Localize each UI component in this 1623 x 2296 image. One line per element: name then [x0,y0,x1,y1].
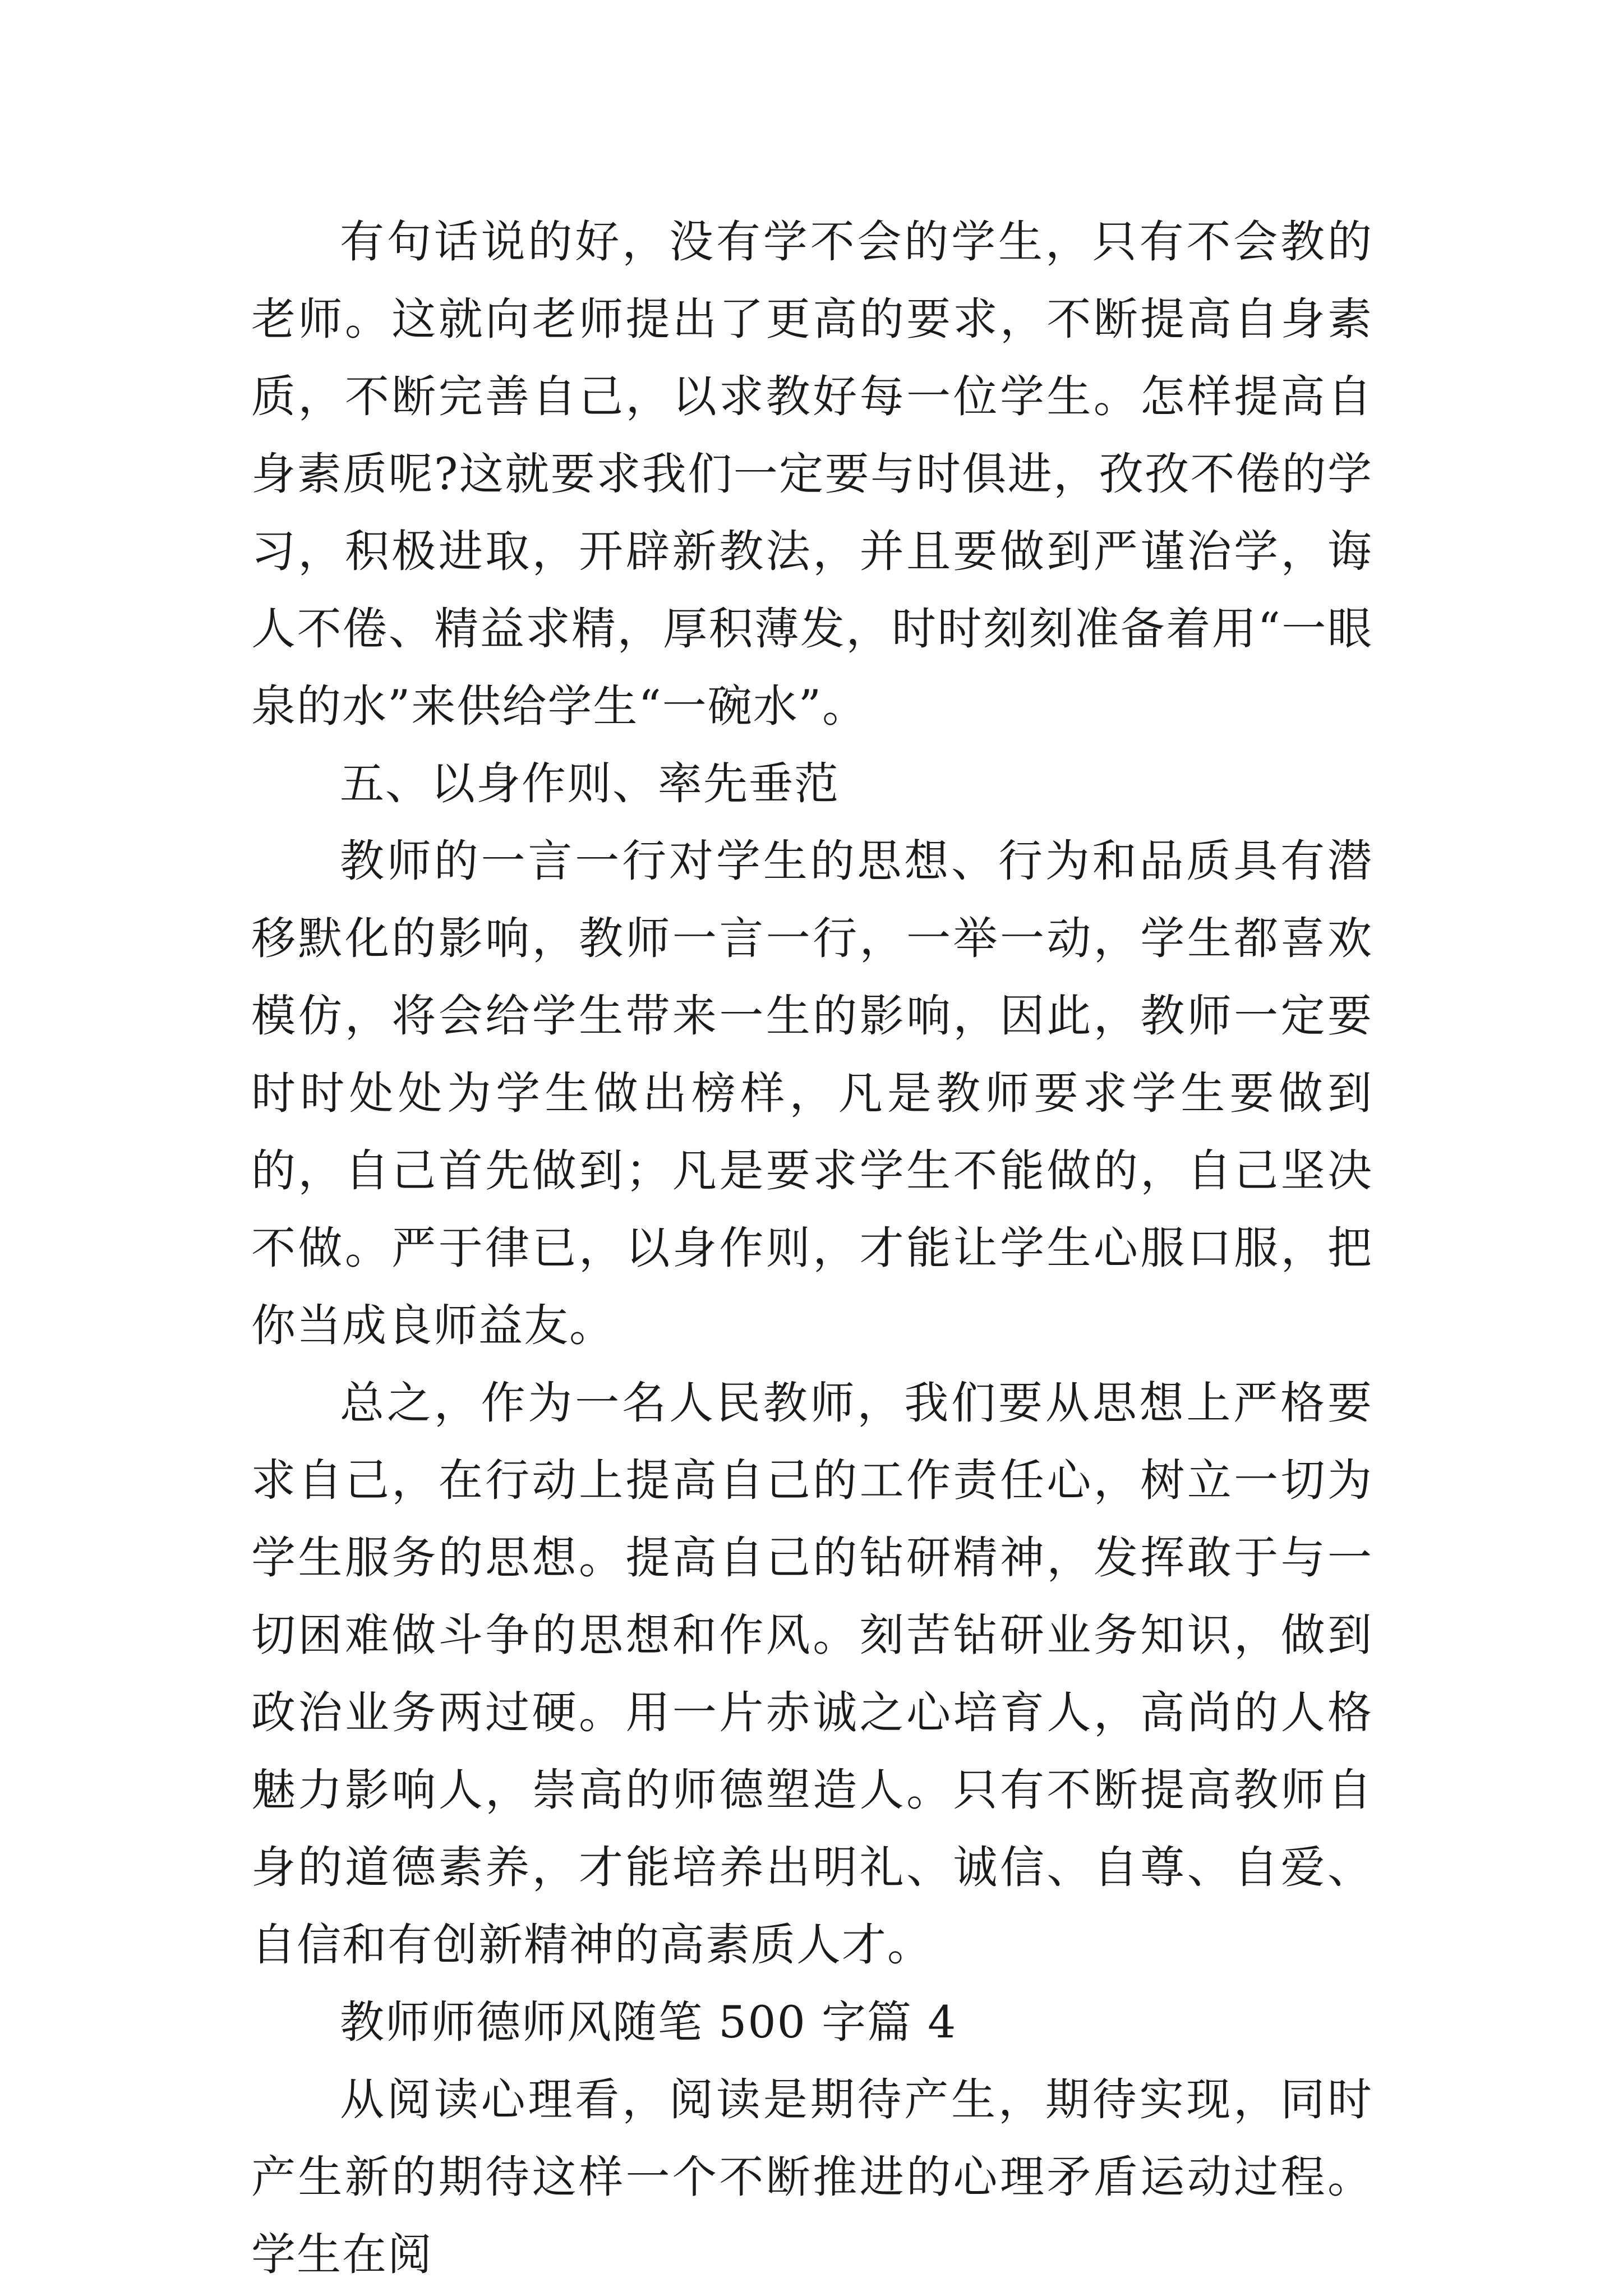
paragraph-role-model: 教师的一言一行对学生的思想、行为和品质具有潜移默化的影响，教师一言一行，一举一动，学生都喜欢模仿，将会给学生带来一生的影响，因此，教师一定要时时处处为学生做出榜样，凡是教师要求学生要做到的，自己首先做到；凡是要求学生不能做的，自己坚决不做。严于律已，以身作则，才能让学生心服口服，把你当成良师益友。 [251,835,1373,1351]
essay-title-4: 教师师德师风随笔 500 字篇 4 [340,1996,957,2048]
paragraph-conclusion: 总之，作为一名人民教师，我们要从思想上严格要求自己，在行动上提高自己的工作责任心，树立一切为学生服务的思想。提高自己的钻研精神，发挥敢于与一切困难做斗争的思想和作风。刻苦钻研业务知识，做到政治业务两过硬。用一片赤诚之心培育人，高尚的人格魅力影响人，崇高的师德塑造人。只有不断提高教师自身的道德素养，才能培养出明礼、诚信、自尊、自爱、自信和有创新精神的高素质人才。 [251,1377,1373,1971]
paragraph-reading-psychology: 从阅读心理看，阅读是期待产生，期待实现，同时产生新的期待这样一个不断推进的心理矛盾运动过程。学生在阅 [251,2074,1373,2280]
document-body [251,203,1373,2293]
section-heading-lead-by-example: 五、以身作则、率先垂范 [340,758,840,809]
paragraph-teacher-quality: 有句话说的好，没有学不会的学生，只有不会教的老师。这就向老师提出了更高的要求，不断提高自身素质，不断完善自己，以求教好每一位学生。怎样提高自身素质呢?这就要求我们一定要与时俱进，孜孜不倦的学习，积极进取，开辟新教法，并且要做到严谨治学，诲人不倦、精益求精，厚积薄发，时时刻刻准备着用“一眼泉的水”来供给学生“一碗水”。 [251,216,1373,732]
